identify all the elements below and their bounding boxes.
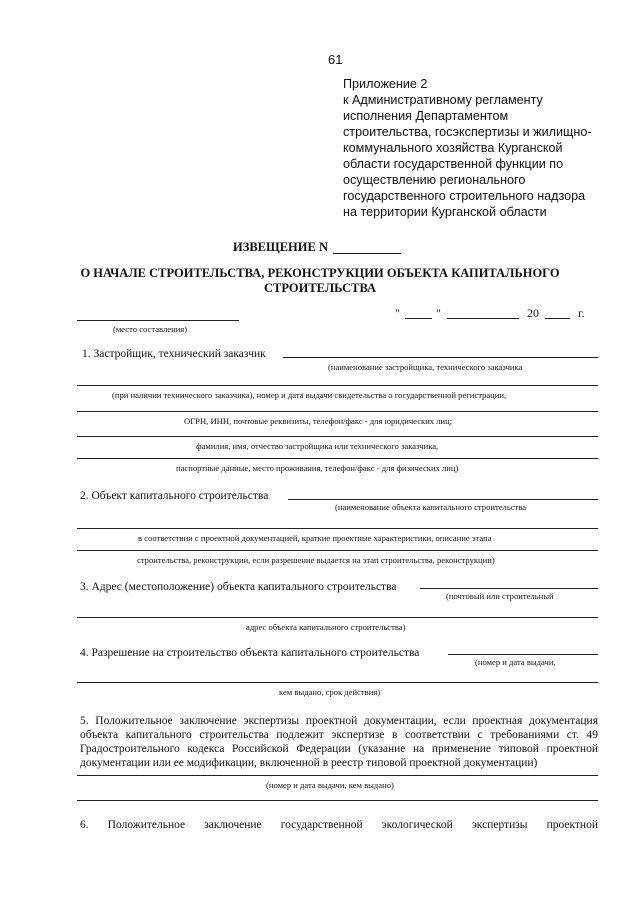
section-3-hint-2: адрес объекта капитального строительства) — [246, 622, 406, 632]
appendix-line: Приложение 2 — [343, 77, 428, 91]
section-5-hint-1: (номер и дата выдачи, кем выдано) — [266, 780, 394, 790]
section-1-hint-1: (наименование застройщика, технического заказчика — [328, 362, 523, 372]
section-5-line: документации или ее модификации, включенной в реестр типовой проектной документации) — [80, 757, 538, 769]
section-1-field-1[interactable] — [283, 357, 598, 358]
section-3-field-2[interactable] — [77, 617, 598, 618]
section-4-label: 4. Разрешение на строительство объекта капитального строительства — [80, 647, 420, 659]
year-prefix: 20 — [527, 306, 539, 320]
section-5-field-1[interactable] — [77, 775, 598, 776]
section-1-hint-4: фамилия, имя, отчество застройщика или технического заказчика, — [196, 441, 439, 451]
date-quote-open: " — [395, 306, 400, 320]
section-5-line: Градостроительного кодекса Российской Федерации (указание на применение типовой проектной — [80, 743, 598, 755]
section-2-hint-2: в соответствии с проектной документацией, краткие проектные характеристики, описание этапа — [138, 533, 492, 543]
year-suffix: г. — [578, 306, 585, 320]
appendix-line: исполнения Департаментом — [343, 109, 509, 123]
section-6-text: 6. Положительное заключение государственной экологической экспертизы проектной — [80, 819, 598, 831]
appendix-line: осуществлению регионального — [343, 173, 526, 187]
section-1-field-4[interactable] — [77, 436, 598, 437]
section-2-hint-3: строительства, реконструкции, если разрешение выдается на этап строительства, реконструкции) — [137, 555, 495, 565]
notice-title: ИЗВЕЩЕНИЕ N — [233, 240, 328, 254]
appendix-line: к Административному регламенту — [343, 93, 543, 107]
section-3-field-1[interactable] — [420, 588, 598, 589]
date-quote-close: " — [436, 306, 441, 320]
section-5-field-2[interactable] — [77, 800, 598, 801]
section-1-hint-3: ОГРН, ИНН, почтовые реквизиты, телефон/факс - для юридических лиц; — [184, 416, 453, 426]
page-number: 61 — [328, 52, 343, 67]
appendix-line: государственного строительного надзора — [343, 189, 586, 203]
notice-subtitle-line1: О НАЧАЛЕ СТРОИТЕЛЬСТВА, РЕКОНСТРУКЦИИ ОБЪЕКТА КАПИТАЛЬНОГО — [80, 266, 560, 280]
section-4-field-2[interactable] — [77, 682, 598, 683]
section-2-label: 2. Объект капитального строительства — [80, 490, 269, 502]
section-4-field-1[interactable] — [448, 654, 598, 655]
notice-subtitle-line2: СТРОИТЕЛЬСТВА — [263, 281, 377, 295]
appendix-line: строительства, госэкспертизы и жилищно- — [343, 125, 592, 139]
appendix-line: коммунального хозяйства Курганской — [343, 141, 563, 155]
section-4-hint-1: (номер и дата выдачи, — [475, 657, 556, 667]
section-1-field-5[interactable] — [77, 458, 598, 459]
section-5-line: объекта капитального строительства подлежит экспертизе в соответствии с требованиями ст. 49 — [80, 729, 598, 741]
section-1-hint-5: паспортные данные, место проживания, телефон/факс - для физических лиц) — [176, 463, 459, 473]
year-field[interactable] — [545, 318, 570, 319]
month-field[interactable] — [447, 318, 519, 319]
notice-number-field[interactable] — [333, 253, 401, 254]
section-5-line: 5. Положительное заключение экспертизы проектной документации, если проектная документация — [80, 715, 598, 727]
section-1-field-3[interactable] — [77, 411, 598, 412]
appendix-header — [343, 76, 613, 220]
section-1-hint-2: (при наличии технического заказчика), номер и дата выдачи свидетельства о государственной регистрации, — [112, 390, 507, 400]
section-2-field-1[interactable] — [288, 499, 598, 500]
section-3-label: 3. Адрес (местоположение) объекта капитального строительства — [80, 581, 397, 593]
section-3-hint-1: (почтовый или строительный — [446, 591, 554, 601]
appendix-line: на территории Курганской области — [343, 205, 547, 219]
section-4-hint-2: кем выдано, срок действия) — [279, 687, 381, 697]
place-hint: (место составления) — [113, 324, 188, 334]
section-2-field-2[interactable] — [77, 528, 598, 529]
section-2-field-3[interactable] — [77, 550, 598, 551]
section-5-text — [80, 714, 598, 770]
day-field[interactable] — [405, 318, 432, 319]
place-field[interactable] — [77, 320, 239, 321]
section-1-label: 1. Застройщик, технический заказчик — [82, 348, 266, 360]
appendix-line: области государственной функции по — [343, 157, 564, 171]
section-2-hint-1: (наименование объекта капитального строительства — [335, 502, 527, 512]
section-1-field-2[interactable] — [77, 385, 598, 386]
